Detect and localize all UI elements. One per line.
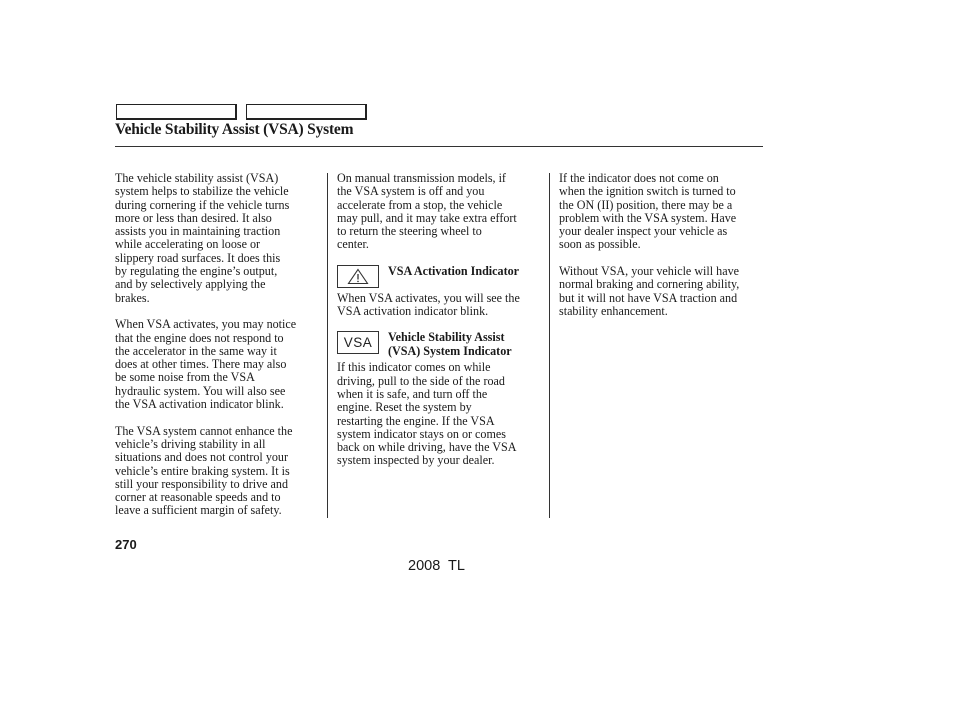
text-column-3 xyxy=(559,172,765,318)
header-tab-box-right xyxy=(246,104,367,120)
activation-indicator-label: VSA Activation Indicator xyxy=(388,263,520,278)
vsa-indicator-icon xyxy=(337,331,379,354)
footer-model-label: 2008 TL xyxy=(408,558,465,574)
title-divider xyxy=(115,146,763,147)
text-column-2 xyxy=(337,172,543,468)
column2-paragraph-1: On manual transmission models, if the VSA system is off and you accelerate from a stop, the vehicle may pull, and it may take extra effort to return the steering wheel to center. xyxy=(337,171,517,252)
text-column-1 xyxy=(115,172,321,518)
column1-paragraph-2: When VSA activates, you may notice that the engine does not respond to the accelerator in the same way it does at other times. There may also be some noise from the VSA hydraulic system. You will also see the VSA activation indicator blink. xyxy=(115,317,297,412)
column3-paragraph-1: If the indicator does not come on when the ignition switch is turned to the ON (II) position, there may be a problem with the VSA system. Have your dealer inspect your vehicle as soon as possible. xyxy=(559,171,737,252)
page-number: 270 xyxy=(115,537,137,552)
column-divider-2 xyxy=(549,173,550,518)
page-title: Vehicle Stability Assist (VSA) System xyxy=(115,121,354,138)
system-indicator-text: If this indicator comes on while driving, pull to the side of the road when it is safe, and turn off the engine. Reset the system by restarting the engine. If the VSA system indicator stays on or comes back on while driving, have the VSA system inspected by your dealer. xyxy=(337,360,517,468)
column-divider-1 xyxy=(327,173,328,518)
system-indicator-label: Vehicle Stability Assist (VSA) System Indicator xyxy=(388,330,512,358)
warning-triangle-icon xyxy=(337,265,379,288)
column1-paragraph-3: The VSA system cannot enhance the vehicle’s driving stability in all situations and does not control your vehicle’s entire braking system. It is still your responsibility to drive and corner at reasonable speeds and to leave a sufficient margin of safety. xyxy=(115,423,293,518)
system-indicator-heading xyxy=(337,331,543,361)
column1-paragraph-1: The vehicle stability assist (VSA) system helps to stabilize the vehicle during cornering if the vehicle turns more or less than desired. It also assists you in maintaining traction while accelerating on loose or slippery road surfaces. It does this by regulating the engine’s output, and by selectively applying the brakes. xyxy=(115,171,290,305)
vsa-indicator-icon-text: VSA xyxy=(343,335,373,351)
activation-indicator-text: When VSA activates, you will see the VSA activation indicator blink. xyxy=(337,290,520,319)
header-tab-box-left xyxy=(116,104,237,120)
activation-indicator-heading xyxy=(337,265,543,292)
column3-paragraph-2: Without VSA, your vehicle will have normal braking and cornering ability, but it will not have VSA traction and stability enhancement. xyxy=(559,264,740,318)
